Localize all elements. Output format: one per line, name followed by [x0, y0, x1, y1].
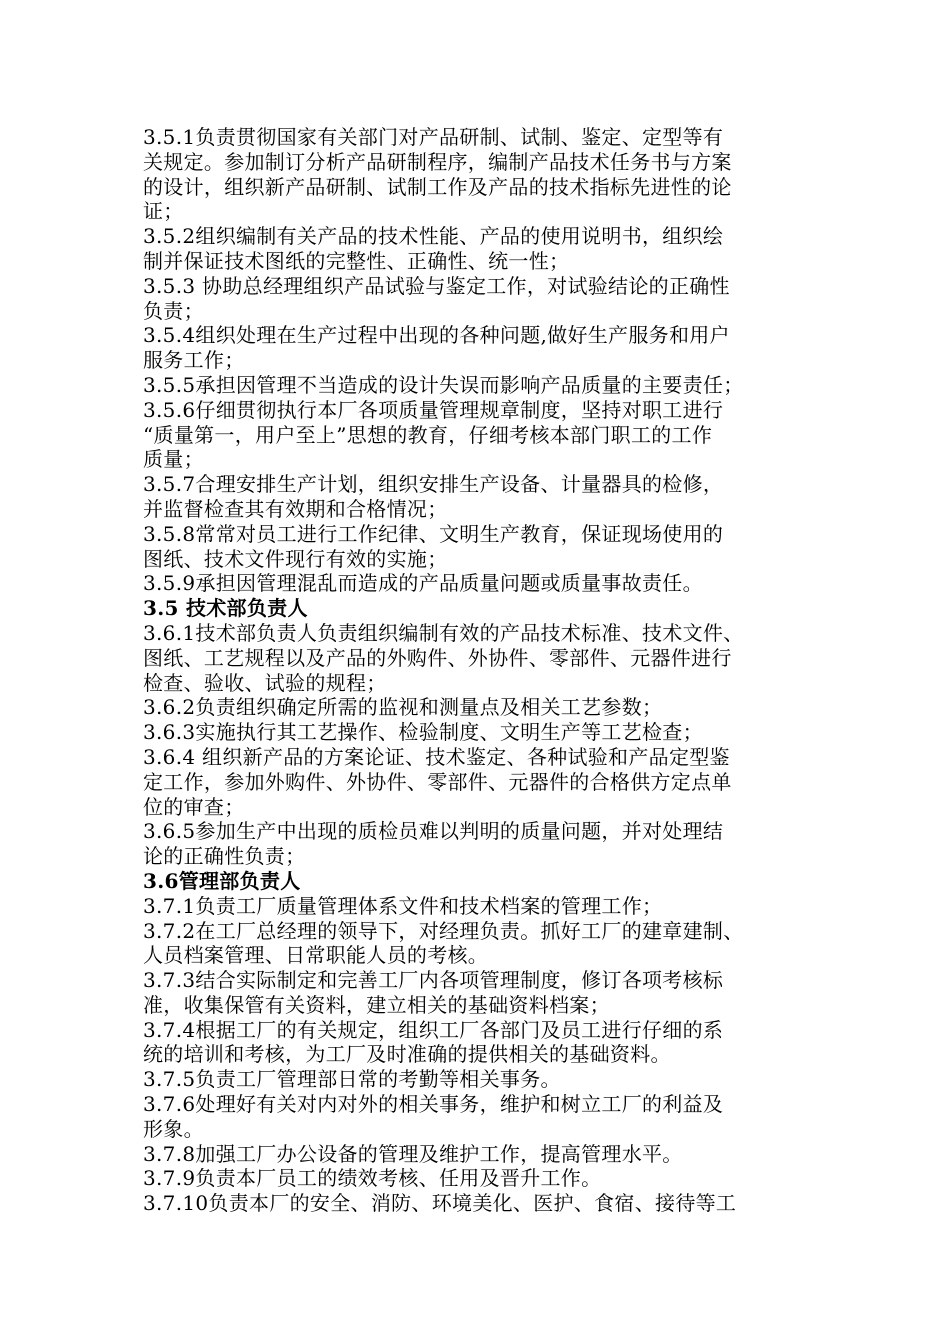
text-line: 准，收集保管有关资料，建立相关的基础资料档案；: [143, 992, 610, 1017]
text-line: 形象。: [143, 1116, 204, 1141]
text-line: 3.5.8常常对员工进行工作纪律、文明生产教育，保证现场使用的: [143, 521, 724, 546]
text-line: 证；: [143, 199, 184, 224]
text-line: 3.5.5承担因管理不当造成的设计失误而影响产品质量的主要责任；: [143, 372, 744, 397]
text-line: 位的审查；: [143, 794, 245, 819]
text-line: 并监督检查其有效期和合格情况；: [143, 496, 448, 521]
text-line: 3.7.1负责工厂质量管理体系文件和技术档案的管理工作；: [143, 893, 663, 918]
text-line: 3.7.4根据工厂的有关规定，组织工厂各部门及员工进行仔细的系: [143, 1017, 724, 1042]
text-line: 图纸、技术文件现行有效的实施；: [143, 546, 448, 571]
text-line: 3.7.9负责本厂员工的绩效考核、任用及晋升工作。: [143, 1166, 602, 1191]
text-line: 3.5.7合理安排生产计划，组织安排生产设备、计量器具的检修，: [143, 472, 724, 497]
text-line: 3.7.6处理好有关对内对外的相关事务，维护和树立工厂的利益及: [143, 1092, 724, 1117]
text-line: 3.7.3结合实际制定和完善工厂内各项管理制度，修订各项考核标: [143, 968, 724, 993]
text-line: 质量；: [143, 447, 204, 472]
text-line: 3.6.5参加生产中出现的质检员难以判明的质量问题，并对处理结: [143, 819, 724, 844]
text-line: “质量第一，用户至上”思想的教育，仔细考核本部门职工的工作: [143, 422, 713, 447]
text-line: 3.5.2组织编制有关产品的技术性能、产品的使用说明书，组织绘: [143, 224, 724, 249]
text-line: 3.6.1技术部负责人负责组织编制有效的产品技术标准、技术文件、: [143, 620, 744, 645]
text-line: 3.6.4 组织新产品的方案论证、技术鉴定、各种试验和产品定型鉴: [143, 744, 730, 769]
text-line: 3.7.10负责本厂的安全、消防、环境美化、医护、食宿、接待等工: [143, 1191, 737, 1216]
text-line: 3.5.1负责贯彻国家有关部门对产品研制、试制、鉴定、定型等有: [143, 125, 724, 149]
text-line: 定工作，参加外购件、外协件、零部件、元器件的合格供方定点单: [143, 769, 732, 794]
text-line: 3.7.2在工厂总经理的领导下，对经理负责。抓好工厂的建章建制、: [143, 918, 744, 943]
text-line: 检查、验收、试验的规程；: [143, 670, 387, 695]
document-body: [143, 125, 828, 1216]
text-line: 服务工作；: [143, 348, 245, 373]
text-line: 3.6.3实施执行其工艺操作、检验制度、文明生产等工艺检查；: [143, 720, 703, 745]
text-line: 3.6.2负责组织确定所需的监视和测量点及相关工艺参数；: [143, 695, 663, 720]
text-line: 统的培训和考核，为工厂及时准确的提供相关的基础资料。: [143, 1042, 671, 1067]
text-line: 的设计，组织新产品研制、试制工作及产品的技术指标先进性的论: [143, 174, 732, 199]
text-line: 关规定。参加制订分析产品研制程序，编制产品技术任务书与方案: [143, 149, 732, 174]
section-heading: 3.5 技术部负责人: [143, 596, 308, 621]
text-line: 3.5.4组织处理在生产过程中出现的各种问题,做好生产服务和用户: [143, 323, 730, 348]
text-line: 制并保证技术图纸的完整性、正确性、统一性；: [143, 248, 570, 273]
text-line: 图纸、工艺规程以及产品的外购件、外协件、零部件、元器件进行: [143, 645, 732, 670]
text-line: 3.7.8加强工厂办公设备的管理及维护工作，提高管理水平。: [143, 1141, 683, 1166]
text-line: 3.5.9承担因管理混乱而造成的产品质量问题或质量事故责任。: [143, 571, 703, 596]
text-line: 负责；: [143, 298, 204, 323]
text-line: 3.5.6仔细贯彻执行本厂各项质量管理规章制度，坚持对职工进行: [143, 397, 724, 422]
text-line: 人员档案管理、日常职能人员的考核。: [143, 943, 489, 968]
text-line: 论的正确性负责；: [143, 844, 306, 869]
text-line: 3.7.5负责工厂管理部日常的考勤等相关事务。: [143, 1067, 561, 1092]
section-heading: 3.6管理部负责人: [143, 868, 301, 893]
text-line: 3.5.3 协助总经理组织产品试验与鉴定工作，对试验结论的正确性: [143, 273, 730, 298]
